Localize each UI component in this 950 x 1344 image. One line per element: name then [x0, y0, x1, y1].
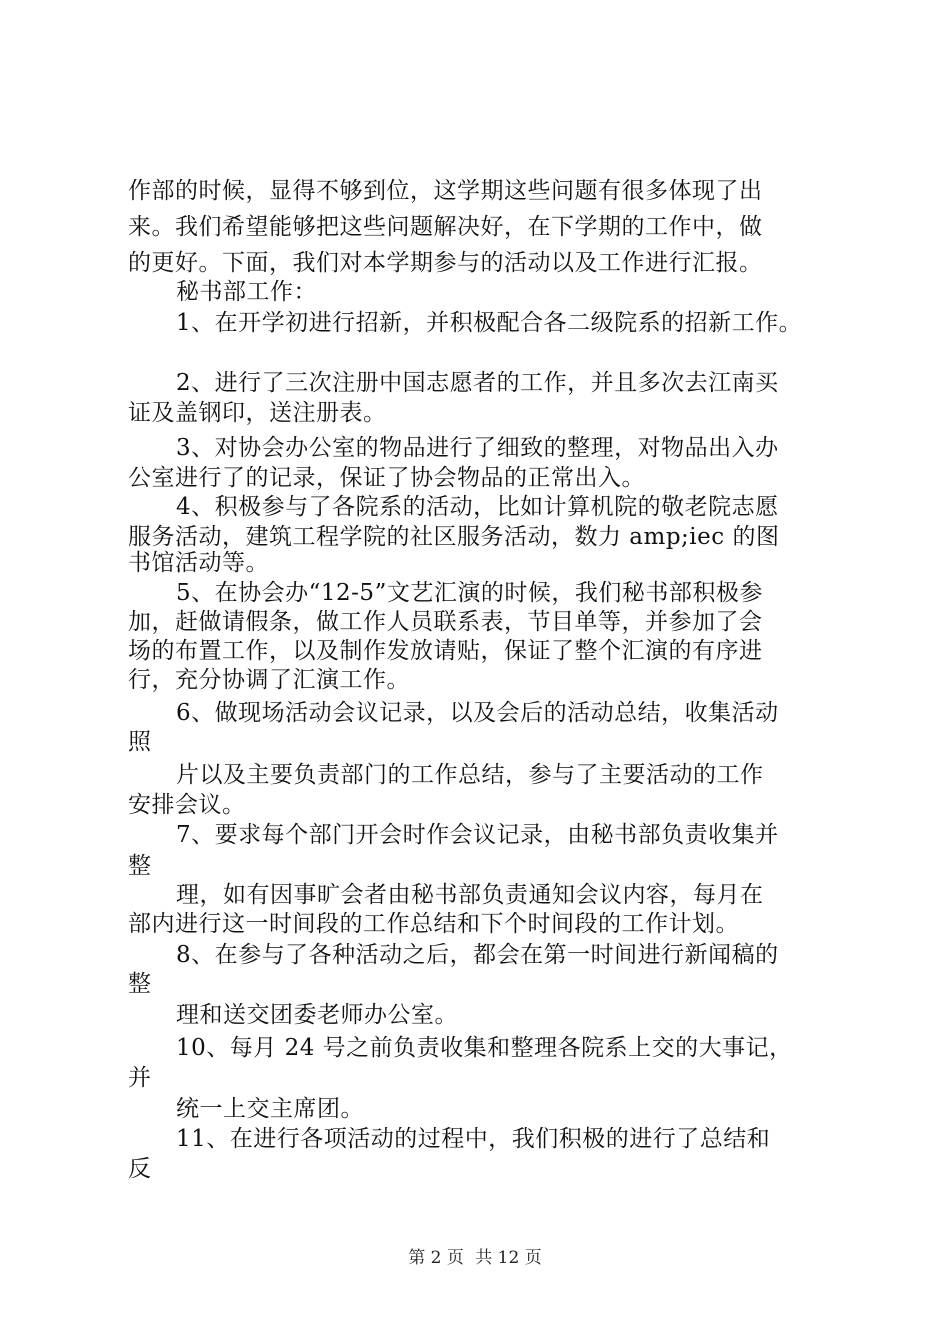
text-line: 书馆活动等。 — [128, 550, 269, 576]
text-line: 2、进行了三次注册中国志愿者的工作，并且多次去江南买 — [176, 370, 779, 396]
text-line: 理，如有因事旷会者由秘书部负责通知会议内容，每月在 — [176, 882, 764, 908]
text-line: 部内进行这一时间段的工作总结和下个时间段的工作计划。 — [128, 911, 739, 937]
text-line: 反 — [128, 1156, 152, 1182]
text-line: 4、积极参与了各院系的活动，比如计算机院的敬老院志愿 — [176, 494, 779, 520]
text-line: 的更好。下面，我们对本学期参与的活动以及工作进行汇报。 — [128, 250, 763, 276]
text-line: 安排会议。 — [128, 792, 246, 818]
section-heading: 秘书部工作： — [176, 279, 317, 305]
text-line: 整 — [128, 971, 152, 997]
text-line: 并 — [128, 1065, 152, 1091]
text-line: 5、在协会办“12-5”文艺汇演的时候，我们秘书部积极参 — [176, 580, 763, 606]
text-line: 6、做现场活动会议记录，以及会后的活动总结，收集活动 — [176, 700, 779, 726]
text-line: 统一上交主席团。 — [176, 1096, 364, 1122]
text-line: 7、要求每个部门开会时作会议记录，由秘书部负责收集并 — [176, 822, 779, 848]
page-total: 共 12 页 — [475, 1248, 542, 1268]
text-line: 理和送交团委老师办公室。 — [176, 1002, 458, 1028]
page-footer — [0, 1243, 950, 1268]
page-number: 第 2 页 — [408, 1248, 464, 1268]
text-line: 公室进行了的记录，保证了协会物品的正常出入。 — [128, 465, 645, 491]
text-line: 片以及主要负责部门的工作总结，参与了主要活动的工作 — [176, 762, 764, 788]
text-line: 照 — [128, 729, 152, 755]
text-line: 行，充分协调了汇演工作。 — [128, 667, 410, 693]
text-line: 作部的时候，显得不够到位，这学期这些问题有很多体现了出 — [128, 178, 763, 204]
text-line: 3、对协会办公室的物品进行了细致的整理，对物品出入办 — [176, 435, 779, 461]
text-line: 整 — [128, 853, 152, 879]
text-line: 1、在开学初进行招新，并积极配合各二级院系的招新工作。 — [176, 310, 803, 336]
text-line: 服务活动，建筑工程学院的社区服务活动，数力 amp;iec 的图 — [128, 524, 780, 550]
text-line: 11、在进行各项活动的过程中，我们积极的进行了总结和 — [176, 1126, 771, 1152]
text-line: 来。我们希望能够把这些问题解决好，在下学期的工作中，做 — [128, 214, 763, 240]
text-line: 场的布置工作，以及制作发放请贴，保证了整个汇演的有序进 — [128, 638, 763, 664]
text-line: 10、每月 24 号之前负责收集和整理各院系上交的大事记， — [176, 1035, 793, 1061]
text-line: 加，赶做请假条，做工作人员联系表，节目单等，并参加了会 — [128, 609, 763, 635]
text-line: 证及盖钢印，送注册表。 — [128, 400, 387, 426]
text-line: 8、在参与了各种活动之后，都会在第一时间进行新闻稿的 — [176, 942, 779, 968]
